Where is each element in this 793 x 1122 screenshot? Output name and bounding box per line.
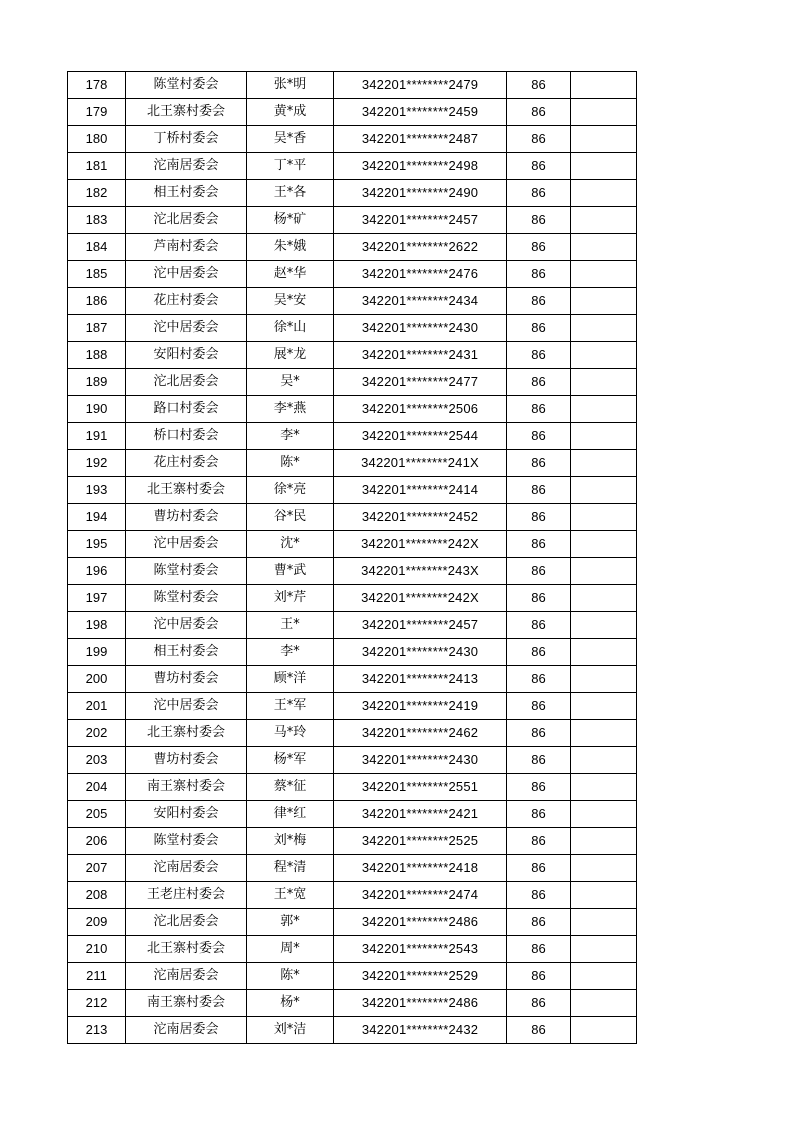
id-number-cell: 342201********2462 xyxy=(334,720,507,747)
unit-cell: 桥口村委会 xyxy=(126,423,247,450)
row-number-cell: 208 xyxy=(68,882,126,909)
score-cell: 86 xyxy=(507,288,571,315)
id-number-cell: 342201********2459 xyxy=(334,99,507,126)
remark-cell xyxy=(571,1017,637,1044)
unit-cell: 曹坊村委会 xyxy=(126,747,247,774)
remark-cell xyxy=(571,153,637,180)
row-number-cell: 183 xyxy=(68,207,126,234)
row-number-cell: 180 xyxy=(68,126,126,153)
row-number-cell: 203 xyxy=(68,747,126,774)
row-number-cell: 178 xyxy=(68,72,126,99)
unit-cell: 芦南村委会 xyxy=(126,234,247,261)
table-row xyxy=(68,126,637,153)
name-cell: 郭* xyxy=(247,909,334,936)
name-cell: 刘*芹 xyxy=(247,585,334,612)
table-row xyxy=(68,288,637,315)
name-cell: 刘*梅 xyxy=(247,828,334,855)
table-row xyxy=(68,450,637,477)
table-row xyxy=(68,153,637,180)
name-cell: 李* xyxy=(247,639,334,666)
row-number-cell: 185 xyxy=(68,261,126,288)
score-cell: 86 xyxy=(507,450,571,477)
unit-cell: 花庄村委会 xyxy=(126,288,247,315)
name-cell: 周* xyxy=(247,936,334,963)
remark-cell xyxy=(571,801,637,828)
table-row xyxy=(68,315,637,342)
name-cell: 陈* xyxy=(247,963,334,990)
score-cell: 86 xyxy=(507,72,571,99)
id-number-cell: 342201********2486 xyxy=(334,909,507,936)
remark-cell xyxy=(571,396,637,423)
score-cell: 86 xyxy=(507,666,571,693)
name-cell: 丁*平 xyxy=(247,153,334,180)
row-number-cell: 182 xyxy=(68,180,126,207)
remark-cell xyxy=(571,180,637,207)
row-number-cell: 202 xyxy=(68,720,126,747)
score-cell: 86 xyxy=(507,234,571,261)
remark-cell xyxy=(571,666,637,693)
row-number-cell: 205 xyxy=(68,801,126,828)
table-row xyxy=(68,882,637,909)
remark-cell xyxy=(571,504,637,531)
score-cell: 86 xyxy=(507,531,571,558)
table-row xyxy=(68,990,637,1017)
table-row xyxy=(68,720,637,747)
row-number-cell: 194 xyxy=(68,504,126,531)
score-cell: 86 xyxy=(507,342,571,369)
id-number-cell: 342201********2457 xyxy=(334,207,507,234)
id-number-cell: 342201********2419 xyxy=(334,693,507,720)
row-number-cell: 206 xyxy=(68,828,126,855)
score-cell: 86 xyxy=(507,477,571,504)
record-table xyxy=(67,71,637,1044)
name-cell: 吴*香 xyxy=(247,126,334,153)
id-number-cell: 342201********2543 xyxy=(334,936,507,963)
name-cell: 徐*亮 xyxy=(247,477,334,504)
id-number-cell: 342201********2421 xyxy=(334,801,507,828)
table-row xyxy=(68,207,637,234)
id-number-cell: 342201********2476 xyxy=(334,261,507,288)
unit-cell: 沱中居委会 xyxy=(126,315,247,342)
id-number-cell: 342201********2498 xyxy=(334,153,507,180)
name-cell: 刘*洁 xyxy=(247,1017,334,1044)
id-number-cell: 342201********2430 xyxy=(334,315,507,342)
table-row xyxy=(68,72,637,99)
record-table-body xyxy=(68,72,637,1044)
score-cell: 86 xyxy=(507,180,571,207)
row-number-cell: 193 xyxy=(68,477,126,504)
table-row xyxy=(68,180,637,207)
remark-cell xyxy=(571,234,637,261)
name-cell: 曹*武 xyxy=(247,558,334,585)
remark-cell xyxy=(571,558,637,585)
table-row xyxy=(68,504,637,531)
score-cell: 86 xyxy=(507,990,571,1017)
remark-cell xyxy=(571,207,637,234)
name-cell: 程*清 xyxy=(247,855,334,882)
remark-cell xyxy=(571,855,637,882)
unit-cell: 沱南居委会 xyxy=(126,963,247,990)
score-cell: 86 xyxy=(507,315,571,342)
score-cell: 86 xyxy=(507,882,571,909)
id-number-cell: 342201********2457 xyxy=(334,612,507,639)
table-row xyxy=(68,909,637,936)
unit-cell: 陈堂村委会 xyxy=(126,585,247,612)
score-cell: 86 xyxy=(507,720,571,747)
remark-cell xyxy=(571,342,637,369)
unit-cell: 安阳村委会 xyxy=(126,342,247,369)
remark-cell xyxy=(571,720,637,747)
name-cell: 沈* xyxy=(247,531,334,558)
table-row xyxy=(68,666,637,693)
table-row xyxy=(68,1017,637,1044)
unit-cell: 安阳村委会 xyxy=(126,801,247,828)
table-row xyxy=(68,693,637,720)
remark-cell xyxy=(571,477,637,504)
table-row xyxy=(68,423,637,450)
remark-cell xyxy=(571,72,637,99)
id-number-cell: 342201********2431 xyxy=(334,342,507,369)
id-number-cell: 342201********2622 xyxy=(334,234,507,261)
remark-cell xyxy=(571,261,637,288)
id-number-cell: 342201********2430 xyxy=(334,747,507,774)
id-number-cell: 342201********2418 xyxy=(334,855,507,882)
name-cell: 杨* xyxy=(247,990,334,1017)
unit-cell: 北王寨村委会 xyxy=(126,936,247,963)
name-cell: 吴*安 xyxy=(247,288,334,315)
table-row xyxy=(68,234,637,261)
row-number-cell: 212 xyxy=(68,990,126,1017)
remark-cell xyxy=(571,99,637,126)
table-row xyxy=(68,585,637,612)
unit-cell: 南王寨村委会 xyxy=(126,990,247,1017)
remark-cell xyxy=(571,828,637,855)
remark-cell xyxy=(571,774,637,801)
id-number-cell: 342201********241X xyxy=(334,450,507,477)
unit-cell: 王老庄村委会 xyxy=(126,882,247,909)
table-row xyxy=(68,828,637,855)
score-cell: 86 xyxy=(507,612,571,639)
unit-cell: 曹坊村委会 xyxy=(126,504,247,531)
score-cell: 86 xyxy=(507,909,571,936)
score-cell: 86 xyxy=(507,693,571,720)
name-cell: 王*宽 xyxy=(247,882,334,909)
score-cell: 86 xyxy=(507,504,571,531)
remark-cell xyxy=(571,315,637,342)
remark-cell xyxy=(571,963,637,990)
unit-cell: 南王寨村委会 xyxy=(126,774,247,801)
unit-cell: 沱中居委会 xyxy=(126,531,247,558)
score-cell: 86 xyxy=(507,369,571,396)
name-cell: 王*军 xyxy=(247,693,334,720)
row-number-cell: 196 xyxy=(68,558,126,585)
remark-cell xyxy=(571,909,637,936)
row-number-cell: 198 xyxy=(68,612,126,639)
unit-cell: 沱北居委会 xyxy=(126,909,247,936)
unit-cell: 陈堂村委会 xyxy=(126,72,247,99)
remark-cell xyxy=(571,693,637,720)
id-number-cell: 342201********2413 xyxy=(334,666,507,693)
name-cell: 吴* xyxy=(247,369,334,396)
remark-cell xyxy=(571,126,637,153)
name-cell: 徐*山 xyxy=(247,315,334,342)
name-cell: 律*红 xyxy=(247,801,334,828)
unit-cell: 丁桥村委会 xyxy=(126,126,247,153)
score-cell: 86 xyxy=(507,747,571,774)
score-cell: 86 xyxy=(507,801,571,828)
name-cell: 陈* xyxy=(247,450,334,477)
score-cell: 86 xyxy=(507,963,571,990)
row-number-cell: 210 xyxy=(68,936,126,963)
table-row xyxy=(68,99,637,126)
id-number-cell: 342201********2529 xyxy=(334,963,507,990)
score-cell: 86 xyxy=(507,99,571,126)
unit-cell: 北王寨村委会 xyxy=(126,477,247,504)
unit-cell: 沱北居委会 xyxy=(126,369,247,396)
remark-cell xyxy=(571,450,637,477)
row-number-cell: 211 xyxy=(68,963,126,990)
id-number-cell: 342201********2486 xyxy=(334,990,507,1017)
id-number-cell: 342201********242X xyxy=(334,531,507,558)
name-cell: 马*玲 xyxy=(247,720,334,747)
table-row xyxy=(68,558,637,585)
remark-cell xyxy=(571,585,637,612)
score-cell: 86 xyxy=(507,261,571,288)
unit-cell: 陈堂村委会 xyxy=(126,828,247,855)
row-number-cell: 187 xyxy=(68,315,126,342)
row-number-cell: 201 xyxy=(68,693,126,720)
score-cell: 86 xyxy=(507,828,571,855)
unit-cell: 沱南居委会 xyxy=(126,855,247,882)
row-number-cell: 189 xyxy=(68,369,126,396)
table-row xyxy=(68,477,637,504)
id-number-cell: 342201********242X xyxy=(334,585,507,612)
row-number-cell: 213 xyxy=(68,1017,126,1044)
unit-cell: 曹坊村委会 xyxy=(126,666,247,693)
unit-cell: 沱中居委会 xyxy=(126,693,247,720)
name-cell: 朱*娥 xyxy=(247,234,334,261)
score-cell: 86 xyxy=(507,126,571,153)
row-number-cell: 179 xyxy=(68,99,126,126)
unit-cell: 路口村委会 xyxy=(126,396,247,423)
id-number-cell: 342201********2551 xyxy=(334,774,507,801)
table-row xyxy=(68,963,637,990)
table-row xyxy=(68,261,637,288)
row-number-cell: 191 xyxy=(68,423,126,450)
unit-cell: 沱北居委会 xyxy=(126,207,247,234)
table-row xyxy=(68,936,637,963)
score-cell: 86 xyxy=(507,207,571,234)
row-number-cell: 188 xyxy=(68,342,126,369)
name-cell: 杨*军 xyxy=(247,747,334,774)
unit-cell: 相王村委会 xyxy=(126,180,247,207)
unit-cell: 沱南居委会 xyxy=(126,1017,247,1044)
table-row xyxy=(68,855,637,882)
row-number-cell: 209 xyxy=(68,909,126,936)
id-number-cell: 342201********243X xyxy=(334,558,507,585)
id-number-cell: 342201********2525 xyxy=(334,828,507,855)
table-row xyxy=(68,531,637,558)
remark-cell xyxy=(571,612,637,639)
name-cell: 赵*华 xyxy=(247,261,334,288)
remark-cell xyxy=(571,369,637,396)
id-number-cell: 342201********2487 xyxy=(334,126,507,153)
row-number-cell: 181 xyxy=(68,153,126,180)
name-cell: 展*龙 xyxy=(247,342,334,369)
remark-cell xyxy=(571,882,637,909)
table-row xyxy=(68,396,637,423)
name-cell: 顾*洋 xyxy=(247,666,334,693)
row-number-cell: 204 xyxy=(68,774,126,801)
unit-cell: 北王寨村委会 xyxy=(126,99,247,126)
unit-cell: 相王村委会 xyxy=(126,639,247,666)
table-row xyxy=(68,342,637,369)
row-number-cell: 195 xyxy=(68,531,126,558)
id-number-cell: 342201********2490 xyxy=(334,180,507,207)
remark-cell xyxy=(571,990,637,1017)
unit-cell: 沱中居委会 xyxy=(126,612,247,639)
table-row xyxy=(68,747,637,774)
id-number-cell: 342201********2430 xyxy=(334,639,507,666)
remark-cell xyxy=(571,747,637,774)
unit-cell: 花庄村委会 xyxy=(126,450,247,477)
row-number-cell: 197 xyxy=(68,585,126,612)
score-cell: 86 xyxy=(507,558,571,585)
unit-cell: 沱中居委会 xyxy=(126,261,247,288)
score-cell: 86 xyxy=(507,396,571,423)
name-cell: 杨*矿 xyxy=(247,207,334,234)
name-cell: 李*燕 xyxy=(247,396,334,423)
score-cell: 86 xyxy=(507,1017,571,1044)
row-number-cell: 192 xyxy=(68,450,126,477)
table-row xyxy=(68,801,637,828)
name-cell: 蔡*征 xyxy=(247,774,334,801)
score-cell: 86 xyxy=(507,774,571,801)
remark-cell xyxy=(571,423,637,450)
row-number-cell: 200 xyxy=(68,666,126,693)
id-number-cell: 342201********2434 xyxy=(334,288,507,315)
score-cell: 86 xyxy=(507,936,571,963)
id-number-cell: 342201********2477 xyxy=(334,369,507,396)
table-row xyxy=(68,639,637,666)
score-cell: 86 xyxy=(507,639,571,666)
name-cell: 王*各 xyxy=(247,180,334,207)
id-number-cell: 342201********2506 xyxy=(334,396,507,423)
unit-cell: 沱南居委会 xyxy=(126,153,247,180)
row-number-cell: 190 xyxy=(68,396,126,423)
table-row xyxy=(68,369,637,396)
id-number-cell: 342201********2544 xyxy=(334,423,507,450)
id-number-cell: 342201********2479 xyxy=(334,72,507,99)
score-cell: 86 xyxy=(507,855,571,882)
unit-cell: 陈堂村委会 xyxy=(126,558,247,585)
id-number-cell: 342201********2474 xyxy=(334,882,507,909)
row-number-cell: 199 xyxy=(68,639,126,666)
id-number-cell: 342201********2414 xyxy=(334,477,507,504)
remark-cell xyxy=(571,936,637,963)
id-number-cell: 342201********2432 xyxy=(334,1017,507,1044)
id-number-cell: 342201********2452 xyxy=(334,504,507,531)
row-number-cell: 184 xyxy=(68,234,126,261)
score-cell: 86 xyxy=(507,423,571,450)
name-cell: 张*明 xyxy=(247,72,334,99)
name-cell: 黄*成 xyxy=(247,99,334,126)
score-cell: 86 xyxy=(507,585,571,612)
remark-cell xyxy=(571,288,637,315)
table-row xyxy=(68,612,637,639)
unit-cell: 北王寨村委会 xyxy=(126,720,247,747)
score-cell: 86 xyxy=(507,153,571,180)
table-row xyxy=(68,774,637,801)
remark-cell xyxy=(571,531,637,558)
row-number-cell: 186 xyxy=(68,288,126,315)
row-number-cell: 207 xyxy=(68,855,126,882)
name-cell: 王* xyxy=(247,612,334,639)
remark-cell xyxy=(571,639,637,666)
name-cell: 李* xyxy=(247,423,334,450)
name-cell: 谷*民 xyxy=(247,504,334,531)
